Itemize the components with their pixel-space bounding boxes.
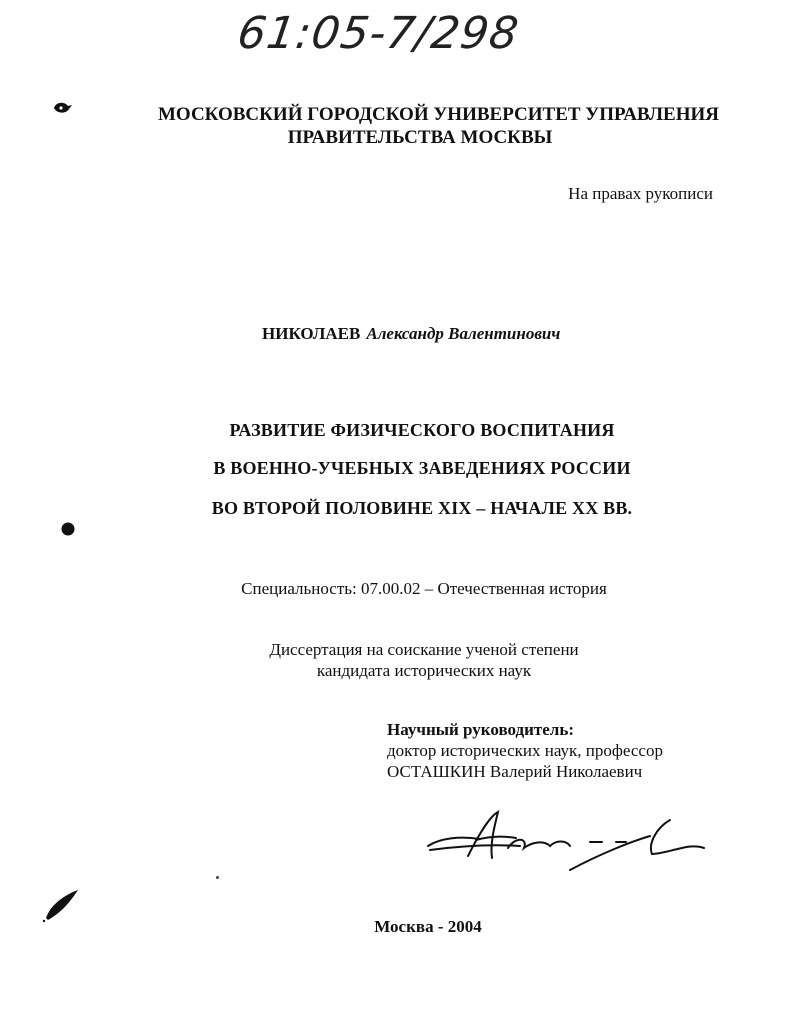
dissertation-title-line1: РАЗВИТИЕ ФИЗИЧЕСКОГО ВОСПИТАНИЯ — [229, 420, 615, 440]
scientific-advisor — [387, 719, 663, 782]
scan-blot-mark — [52, 101, 74, 120]
advisor-degree: доктор исторических наук, профессор — [387, 741, 663, 760]
advisor-name: ОСТАШКИН Валерий Николаевич — [387, 762, 643, 781]
author — [262, 324, 560, 344]
author-given-names: Александр Валентинович — [366, 324, 561, 343]
catalog-number-handwritten: 61:05-7/298 — [234, 8, 523, 59]
author-surname: НИКОЛАЕВ — [262, 324, 361, 343]
scan-dot-mark — [60, 521, 76, 542]
dissertation-degree-line2: кандидата исторических наук — [316, 661, 532, 680]
manuscript-note: На правах рукописи — [568, 184, 713, 203]
university-name-line2: ПРАВИТЕЛЬСТВА МОСКВЫ — [287, 127, 553, 148]
dissertation-title-line3: ВО ВТОРОЙ ПОЛОВИНЕ XIX – НАЧАЛЕ XX ВВ. — [211, 498, 633, 518]
dissertation-degree-line1: Диссертация на соискание ученой степени — [269, 640, 579, 659]
scan-speck — [216, 876, 219, 879]
advisor-label: Научный руководитель: — [387, 720, 574, 739]
specialty: Специальность: 07.00.02 – Отечественная история — [241, 579, 607, 598]
place-and-year: Москва - 2004 — [374, 917, 482, 936]
dissertation-title-line2: В ВОЕННО-УЧЕБНЫХ ЗАВЕДЕНИЯХ РОССИИ — [213, 458, 631, 478]
university-name-line1: МОСКОВСКИЙ ГОРОДСКОЙ УНИВЕРСИТЕТ УПРАВЛЕНИЯ — [158, 104, 719, 125]
handwritten-signature — [420, 806, 710, 881]
dissertation-degree — [0, 639, 793, 681]
